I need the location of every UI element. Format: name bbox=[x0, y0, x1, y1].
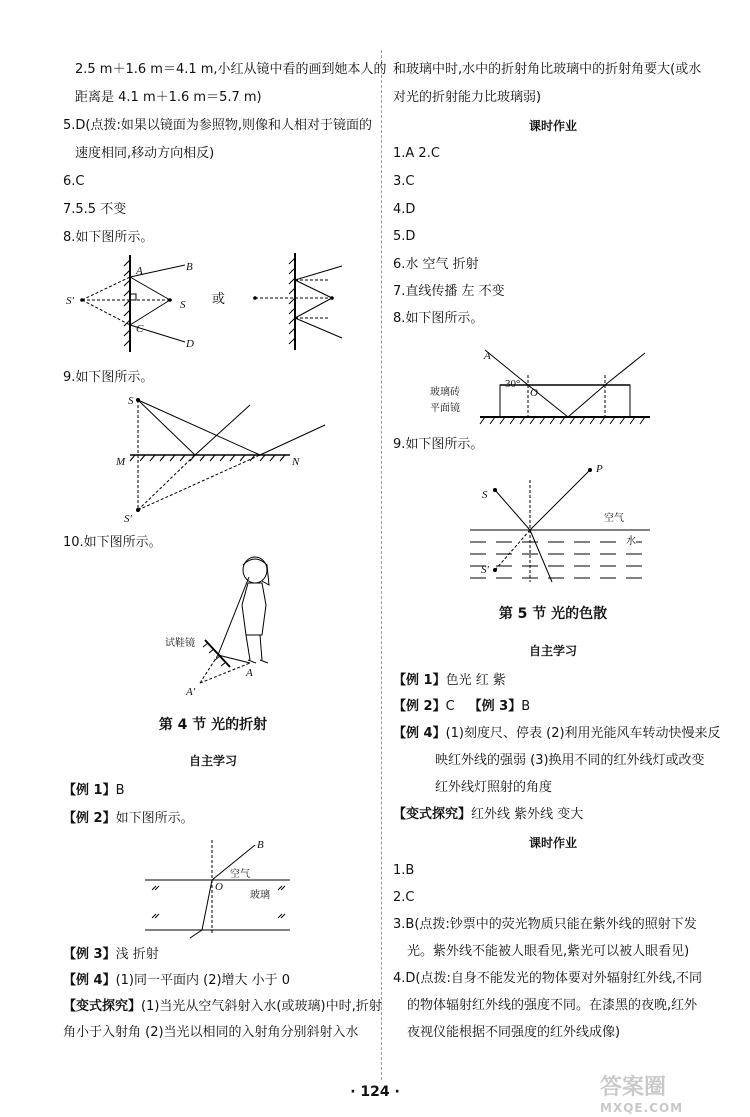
hw-answer: 4.D bbox=[393, 202, 416, 217]
fig8-label-s: S bbox=[180, 299, 186, 311]
text-line: 2.5 m＋1.6 m＝4.1 m,小红从镜中看的画到她本人的 bbox=[75, 62, 387, 77]
water-label-s: S bbox=[482, 489, 488, 501]
variant-answer: (1)当光从空气斜射入水(或玻璃)中时,折射 bbox=[141, 999, 382, 1014]
fig8-label-b: B bbox=[186, 261, 193, 273]
fig9-label-s: S bbox=[128, 395, 134, 407]
text-line: 的物体辐射红外线的强度不同。在漆黑的夜晚,红外 bbox=[407, 998, 698, 1013]
hw-answer: 8.如下图所示。 bbox=[393, 311, 484, 326]
example-tag: 【例 1】 bbox=[393, 673, 446, 688]
hw-answer: 9.如下图所示。 bbox=[393, 437, 484, 452]
example-answer: 如下图所示。 bbox=[115, 811, 194, 826]
fig10-label-a: A bbox=[246, 667, 253, 679]
fig8-label-c: C bbox=[136, 323, 144, 335]
water-label-water: 水 bbox=[626, 533, 636, 551]
fig10-label-aprime: A′ bbox=[186, 686, 196, 698]
answer-6: 6.C bbox=[63, 174, 85, 189]
refraction-label-b: B bbox=[257, 839, 264, 851]
fig8-label-d: D bbox=[186, 338, 194, 350]
glass-label-angle: 30° bbox=[505, 378, 521, 390]
homework-title: 课时作业 bbox=[528, 836, 577, 850]
variant-tag: 【变式探究】 bbox=[393, 807, 472, 822]
fig10-shoe-mirror-diagram bbox=[170, 555, 290, 695]
hw-answer: 3.B(点拨:钞票中的荧光物质只能在紫外线的照射下发 bbox=[393, 917, 697, 932]
example-answer: B bbox=[521, 699, 531, 714]
hw-answer: 4.D(点拨:自身不能发光的物体要对外辐射红外线,不同 bbox=[393, 971, 702, 986]
refraction-label-o: O bbox=[215, 881, 223, 893]
section5-subtitle: 自主学习 bbox=[528, 644, 577, 658]
text-line: 和玻璃中时,水中的折射角比玻璃中的折射角要大(或水 bbox=[393, 62, 702, 77]
fig8-or: 或 bbox=[212, 292, 226, 307]
answer-7: 7.5.5 不变 bbox=[63, 202, 127, 217]
text-line: 夜视仪能根据不同强度的红外线成像) bbox=[407, 1025, 621, 1040]
example-answer: B bbox=[115, 783, 125, 798]
text-line: 对光的折射能力比玻璃弱) bbox=[393, 90, 542, 105]
fig9-label-m: M bbox=[116, 456, 126, 468]
example-tag: 【例 1】 bbox=[63, 783, 116, 798]
example-answer: C bbox=[445, 699, 455, 714]
column-divider bbox=[381, 50, 382, 1080]
glass-label-mirror: 平面镜 bbox=[430, 403, 460, 414]
hw-answer: 3.C bbox=[393, 174, 415, 189]
example-tag: 【例 4】 bbox=[63, 973, 116, 988]
water-label-p: P bbox=[596, 463, 603, 475]
variant-tag: 【变式探究】 bbox=[63, 999, 142, 1014]
water-refraction-diagram bbox=[460, 460, 660, 585]
watermark-logo: 答案圈 MXQE.COM bbox=[600, 1075, 684, 1115]
example-tag: 【例 2】 bbox=[393, 699, 446, 714]
homework-title: 课时作业 bbox=[528, 119, 577, 133]
section5-title: 第 5 节 光的色散 bbox=[498, 606, 608, 622]
fig9-label-n: N bbox=[292, 456, 300, 468]
fig10-label-mirror: 试鞋镜 bbox=[165, 638, 195, 649]
water-label-air: 空气 bbox=[604, 513, 624, 524]
fig8-label-a: A bbox=[136, 265, 143, 277]
text-line: 红外线灯照射的角度 bbox=[435, 780, 553, 795]
section4-title: 第 4 节 光的折射 bbox=[158, 717, 268, 733]
text-line: 角小于入射角 (2)当光以相同的入射角分别斜射入水 bbox=[63, 1025, 359, 1040]
answer-5: 5.D(点拨:如果以镜面为参照物,则像和人相对于镜面的 bbox=[63, 118, 372, 133]
page-number: · 124 · bbox=[350, 1084, 400, 1100]
text-line: 距离是 4.1 m＋1.6 m＝5.7 m) bbox=[75, 90, 262, 105]
example-tag: 【例 2】 bbox=[63, 811, 116, 826]
fig8-mirror-diagram bbox=[60, 250, 360, 360]
water-label-sprime: S′ bbox=[481, 564, 489, 576]
fig9-label-sprime: S′ bbox=[124, 513, 132, 525]
text-line: 光。紫外线不能被人眼看见,紫光可以被人眼看见) bbox=[407, 944, 690, 959]
text-line: 速度相同,移动方向相反) bbox=[75, 146, 215, 161]
hw-answer: 1.A 2.C bbox=[393, 146, 440, 161]
section4-subtitle: 自主学习 bbox=[188, 754, 237, 768]
example-answer: 色光 红 紫 bbox=[445, 673, 506, 688]
refraction-label-glass: 玻璃 bbox=[250, 890, 270, 901]
glass-label-a: A bbox=[484, 350, 491, 362]
hw-answer: 7.直线传播 左 不变 bbox=[393, 284, 505, 299]
example-answer: (1)同一平面内 (2)增大 小于 0 bbox=[115, 973, 291, 988]
hw-answer: 2.C bbox=[393, 890, 415, 905]
fig9-mirror-diagram bbox=[110, 390, 360, 520]
glass-label-o: O bbox=[530, 387, 538, 399]
hw-answer: 6.水 空气 折射 bbox=[393, 257, 479, 272]
glass-label-brick: 玻璃砖 bbox=[430, 387, 460, 398]
answer-8: 8.如下图所示。 bbox=[63, 230, 154, 245]
example-answer: (1)刻度尺、停表 (2)利用光能风车转动快慢来反 bbox=[445, 726, 721, 741]
example-tag: 【例 3】 bbox=[63, 947, 116, 962]
variant-answer: 红外线 紫外线 变大 bbox=[471, 807, 584, 822]
example-tag: 【例 3】 bbox=[468, 699, 522, 714]
answer-9: 9.如下图所示。 bbox=[63, 370, 154, 385]
text-line: 映红外线的强弱 (3)换用不同的红外线灯或改变 bbox=[435, 753, 705, 768]
answer-10: 10.如下图所示。 bbox=[63, 535, 162, 550]
example-tag: 【例 4】 bbox=[393, 726, 446, 741]
refraction-label-air: 空气 bbox=[230, 869, 250, 880]
hw-answer: 1.B bbox=[393, 863, 415, 878]
example-answer: 浅 折射 bbox=[115, 947, 159, 962]
hw-answer: 5.D bbox=[393, 229, 416, 244]
fig8-label-sprime: S′ bbox=[66, 295, 74, 307]
glass-brick-diagram bbox=[470, 345, 670, 430]
